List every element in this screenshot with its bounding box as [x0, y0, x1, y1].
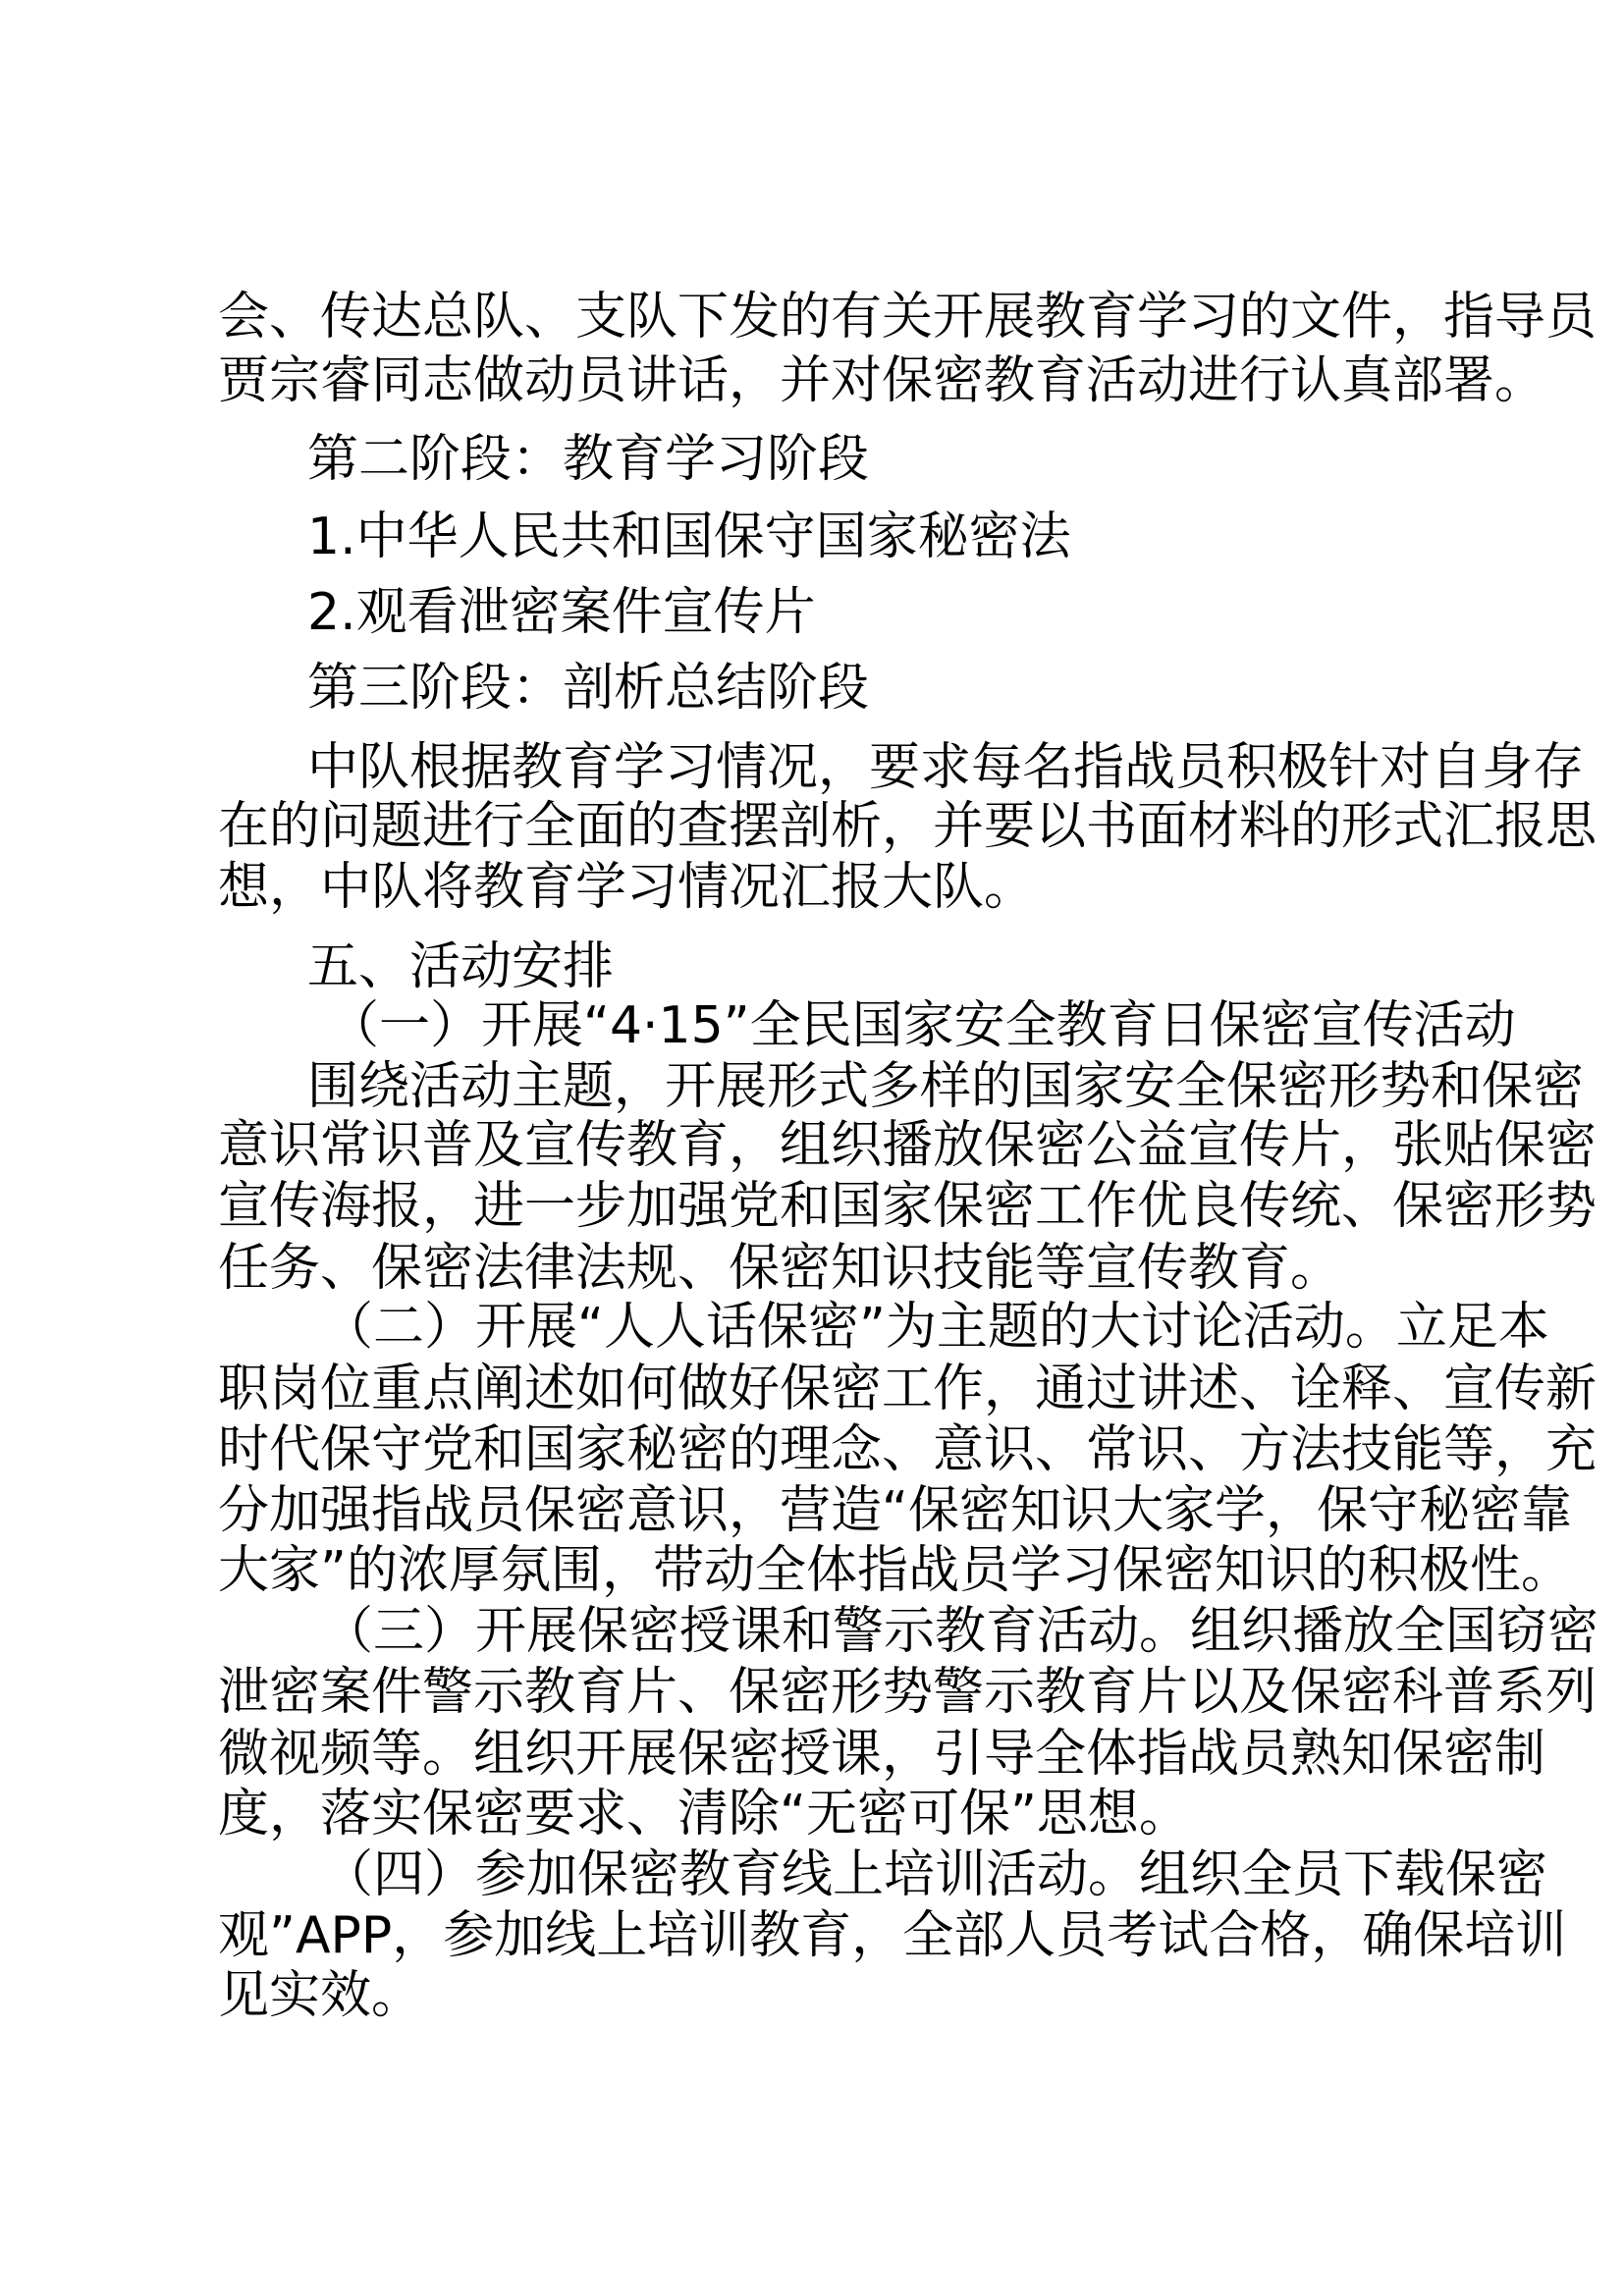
paragraph-line: 见实效。 [218, 1966, 423, 2025]
list-item: 2.观看泄密案件宣传片 [307, 583, 816, 642]
stage-heading: 第三阶段：剖析总结阶段 [307, 659, 870, 718]
paragraph-line: 会、传达总队、支队下发的有关开展教育学习的文件，指导员 [218, 288, 1597, 347]
paragraph-line: （三）开展保密授课和警示教育活动。组织播放全国窃密 [322, 1602, 1599, 1661]
subsection-heading: （一）开展“4·15”全民国家安全教育日保密宣传活动 [328, 996, 1516, 1055]
paragraph-line: 中队根据教育学习情况，要求每名指战员积极针对自身存 [307, 738, 1585, 797]
paragraph-line: 观”APP，参加线上培训教育，全部人员考试合格，确保培训 [218, 1906, 1567, 1965]
paragraph-line: 微视频等。组织开展保密授课，引导全体指战员熟知保密制 [218, 1725, 1546, 1784]
paragraph-line: 任务、保密法律法规、保密知识技能等宣传教育。 [218, 1239, 1342, 1298]
paragraph-line: 职岗位重点阐述如何做好保密工作，通过讲述、诠释、宣传新 [218, 1360, 1597, 1418]
paragraph-line: 贾宗睿同志做动员讲话，并对保密教育活动进行认真部署。 [218, 351, 1546, 410]
paragraph-line: 围绕活动主题，开展形式多样的国家安全保密形势和保密 [307, 1057, 1585, 1116]
paragraph-line: 度，落实保密要求、清除“无密可保”思想。 [218, 1785, 1190, 1843]
paragraph-line: 宣传海报，进一步加强党和国家保密工作优良传统、保密形势 [218, 1177, 1597, 1236]
paragraph-line: 分加强指战员保密意识，营造“保密知识大家学，保守秘密靠 [218, 1481, 1572, 1540]
section-heading: 五、活动安排 [307, 937, 615, 996]
paragraph-line: 想，中队将教育学习情况汇报大队。 [218, 858, 1036, 917]
paragraph-line: 泄密案件警示教育片、保密形势警示教育片以及保密科普系列 [218, 1663, 1597, 1722]
stage-heading: 第二阶段：教育学习阶段 [307, 430, 870, 489]
paragraph-line: 意识常识普及宣传教育，组织播放保密公益宣传片，张贴保密 [218, 1116, 1597, 1175]
paragraph-line: 在的问题进行全面的查摆剖析，并要以书面材料的形式汇报思 [218, 797, 1597, 856]
paragraph-line: （四）参加保密教育线上培训活动。组织全员下载保密 [322, 1845, 1548, 1904]
list-item: 1.中华人民共和国保守国家秘密法 [307, 507, 1071, 566]
paragraph-line: 时代保守党和国家秘密的理念、意识、常识、方法技能等，充 [218, 1420, 1597, 1479]
paragraph-line: （二）开展“人人话保密”为主题的大讨论活动。立足本 [322, 1298, 1549, 1357]
paragraph-line: 大家”的浓厚氛围，带动全体指战员学习保密知识的积极性。 [218, 1541, 1572, 1600]
